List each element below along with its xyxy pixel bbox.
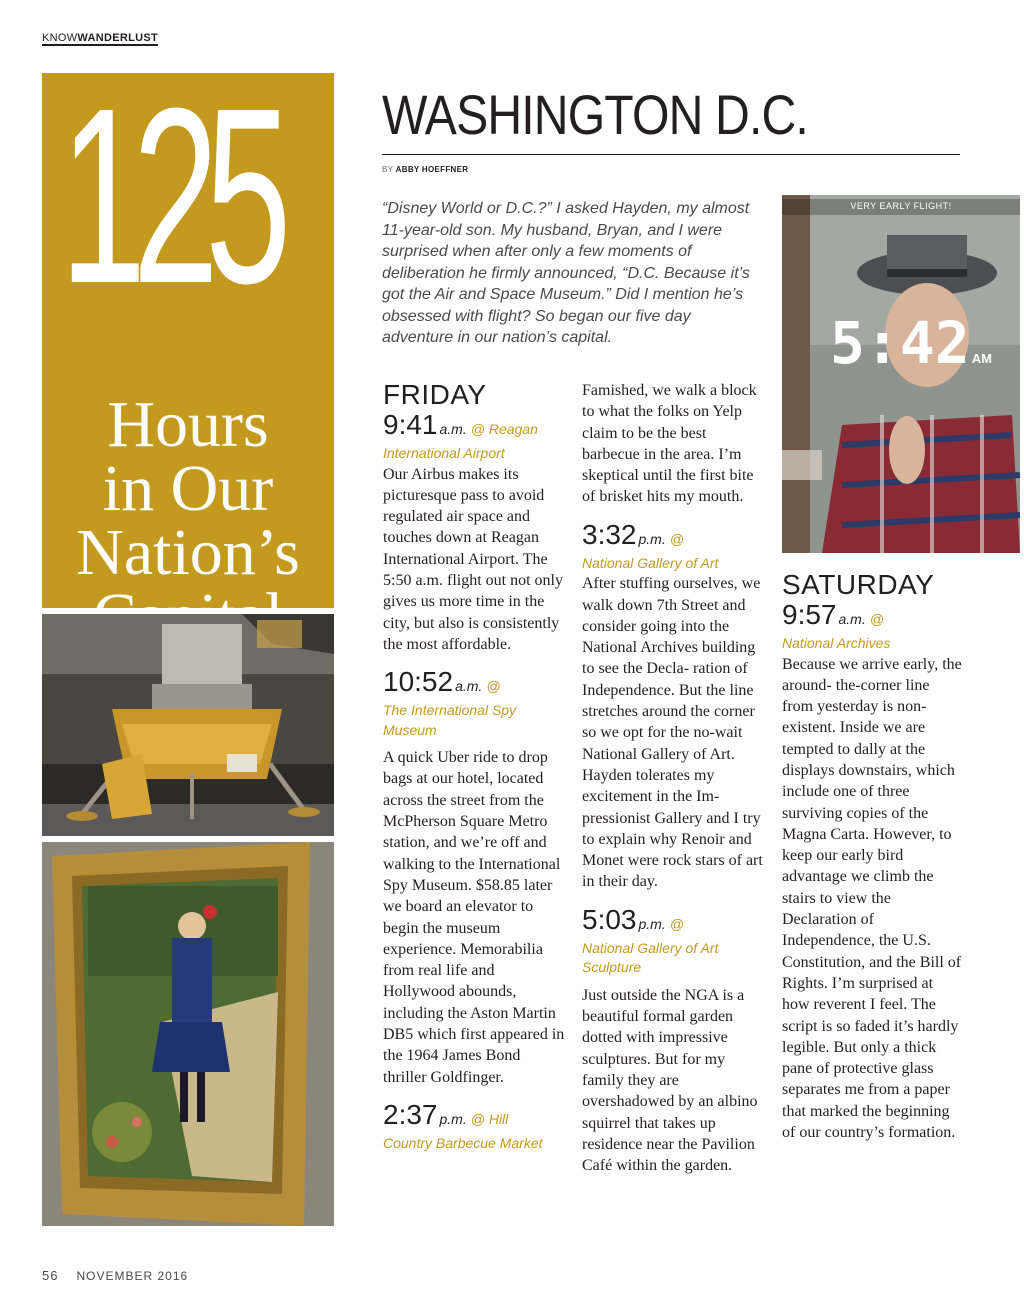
day-heading-friday: FRIDAY	[383, 379, 487, 410]
hero-block	[42, 56, 334, 608]
byline-prefix: BY	[382, 165, 394, 174]
kicker-know: KNOW	[42, 32, 78, 44]
entry-location: National Archives	[782, 635, 891, 651]
article-title: WASHINGTON D.C.	[382, 83, 808, 146]
entry-location: The International Spy Museum	[383, 702, 517, 738]
time-value: 2:37	[383, 1098, 438, 1130]
lunar-module-photo	[42, 614, 334, 836]
time-ampm: a.m.	[838, 611, 866, 627]
column-1	[383, 380, 565, 1153]
article-intro: “Disney World or D.C.?” I asked Hayden, my almost 11-year-old son. My husband, Bryan, and I were surprised when after only a few moments of deliberation he firmly announced, “D.C. Because it’s got the Air and Space Museum.” Did I mention he’s obsessed with flight? So began our five day adventure in our nation’s capital.	[382, 200, 750, 346]
entry-location: International Airport	[383, 445, 505, 461]
entry-location: Country Barbecue Market	[383, 1134, 543, 1151]
time-value: 3:32	[582, 518, 637, 550]
byline-author: ABBY HOEFFNER	[395, 165, 469, 174]
painting-illustration	[42, 842, 334, 1226]
section-kicker	[42, 32, 158, 44]
entry-location: National Gallery of Art Sculpture	[582, 939, 719, 976]
time-value: 9:41	[383, 409, 438, 440]
column-2	[582, 380, 764, 1176]
location-prefix: @	[669, 915, 684, 932]
lunar-module-illustration	[42, 614, 334, 836]
entry-time	[582, 905, 764, 939]
issue-date: NOVEMBER 2016	[76, 1269, 189, 1283]
hero-number: 125	[60, 56, 278, 335]
entry-body: Because we arrive early, the around- the-corner line from yesterday is non- existent. Inside we are tempted to dally at the displays downstairs, which include one of three surviving copies of the Magna Carta. However, to keep our early bird advantage we climb the stairs to view the Declaration of Independence, the U.S. Constitution, and the Bill of Rights. I’m surprised at how reverent I feel. The script is so faded it’s hardly legible. But only a thick pane of protective glass separates me from a paper that marked the beginning of our country’s formation.	[782, 655, 962, 1142]
hero-line-1: Hours	[107, 388, 269, 461]
page-number: 56	[42, 1268, 59, 1283]
entry-body: After stuffing ourselves, we walk down 7th Street and consider going into the National Archives building to see the Decla- ration of Independence. But the line stretches around the corner so we opt for the no-wait National Gallery of Art. Hayden tolerates my excitement in the Im- pressionist Gallery and I try to explain why Renoir and Monet were rock stars of art in their day.	[582, 575, 763, 891]
hero-line-3: Nation’s	[76, 516, 300, 589]
location-prefix: @	[869, 611, 884, 627]
hero-line-2: in Our	[102, 452, 274, 525]
hero-headline	[42, 388, 334, 649]
entry-body: A quick Uber ride to drop bags at our hotel, located across the street from the McPherson Square Metro station, and we’re off and walking to the International Spy Museum. $58.85 later we board an elevator to begin the museum experience. Memorabilia from real life and Hollywood abounds, including the Aston Martin DB5 which first appeared in the 1964 James Bond thriller Goldfinger.	[383, 749, 565, 1086]
location-prefix: @	[669, 530, 684, 547]
time-ampm: p.m.	[638, 530, 666, 547]
byline	[382, 165, 468, 174]
entry-time	[383, 1100, 565, 1134]
column-3	[782, 570, 964, 1143]
time-value: 9:57	[782, 599, 837, 630]
entry-location: National Gallery of Art	[582, 554, 719, 571]
time-ampm: p.m.	[638, 915, 666, 932]
kid-photo-clock	[830, 309, 992, 389]
entry-time	[582, 520, 764, 554]
time-value: 10:52	[383, 666, 454, 698]
title-rule	[382, 154, 960, 155]
location-prefix: @	[486, 678, 501, 695]
time-ampm: a.m.	[439, 421, 467, 437]
entry-time	[782, 600, 964, 634]
kid-on-plane-photo	[782, 195, 1020, 553]
day-heading-saturday: SATURDAY	[782, 569, 935, 600]
time-value: 5:03	[582, 903, 637, 935]
time-ampm: p.m.	[439, 1110, 467, 1127]
entry-time	[383, 667, 565, 701]
kid-photo-caption: VERY EARLY FLIGHT!	[850, 201, 952, 211]
entry-body: Just outside the NGA is a beautiful formal garden dotted with impressive sculptures. But for my family they are overshadowed by an albino squirrel that takes up residence near the Pavilion Café within the garden.	[582, 986, 758, 1175]
location-prefix: @ Hill	[470, 1110, 509, 1127]
location-prefix: @ Reagan	[470, 421, 538, 437]
page-footer	[42, 1268, 188, 1283]
entry-body: Famished, we walk a block to what the folks on Yelp claim to be the best barbecue in the area. I’m skeptical until the first bite of brisket hits my mouth.	[582, 382, 757, 506]
clock-time: 5:42	[830, 309, 970, 377]
entry-time	[383, 410, 565, 444]
clock-ampm: AM	[971, 351, 992, 366]
kicker-wanderlust: WANDERLUST	[77, 32, 159, 44]
renoir-painting-photo	[42, 842, 334, 1226]
time-ampm: a.m.	[455, 678, 483, 695]
entry-body: Our Airbus makes its picturesque pass to avoid regulated air space and touches down at Reagan International Airport. The 5:50 a.m. flight out not only gives us more time in the city, but also is consistently the most affordable.	[383, 465, 563, 653]
